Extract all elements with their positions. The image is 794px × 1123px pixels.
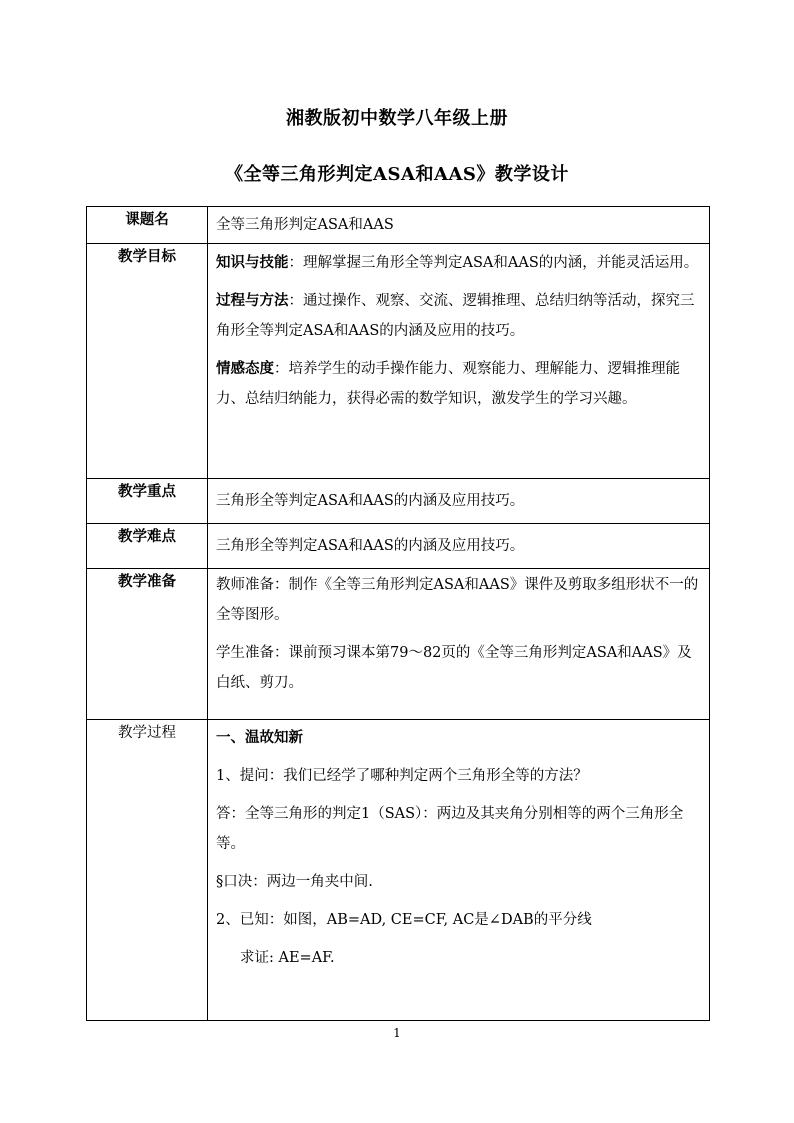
preparation-label: 教学准备	[87, 569, 208, 720]
process-cell	[208, 720, 710, 1021]
objectives-cell	[208, 244, 710, 479]
difficulties-text: 三角形全等判定ASA和AAS的内涵及应用技巧。	[216, 538, 525, 554]
table-row-difficulties	[87, 524, 710, 569]
student-preparation: 学生准备：课前预习课本第79～82页的《全等三角形判定ASA和AAS》及白纸、剪刀。	[216, 645, 692, 691]
knowledge-text: ：理解掌握三角形全等判定ASA和AAS的内涵，并能灵活运用。	[288, 255, 699, 271]
topic-value	[208, 207, 710, 244]
process-question-1: 1、提问：我们已经学了哪种判定两个三角形全等的方法？	[216, 768, 588, 784]
table-row-topic	[87, 207, 710, 244]
difficulties-label: 教学难点	[87, 524, 208, 569]
lesson-plan-table	[86, 206, 710, 1021]
difficulties-cell	[208, 524, 710, 569]
teacher-preparation: 教师准备：制作《全等三角形判定ASA和AAS》课件及剪取多组形状不一的全等图形。	[216, 577, 699, 623]
key-points-label: 教学重点	[87, 479, 208, 524]
attitude-heading: 情感态度	[216, 360, 274, 377]
objective-knowledge	[216, 248, 703, 278]
process-question-2: 2、已知：如图，AB=AD, CE=CF, AC是∠DAB的平分线	[216, 912, 592, 928]
objective-attitude	[216, 354, 703, 414]
objective-process	[216, 286, 703, 346]
key-points-cell	[208, 479, 710, 524]
process-answer-1: 答：全等三角形的判定1（SAS）：两边及其夹角分别相等的两个三角形全等。	[216, 806, 684, 852]
preparation-cell	[208, 569, 710, 720]
page-number: 1	[393, 1026, 401, 1040]
document-title-line2: 《全等三角形判定ASA和AAS》教学设计	[225, 164, 569, 185]
process-text: ：通过操作、观察、交流、逻辑推理、总结归纳等活动，探究三角形全等判定ASA和AAS的内涵及应用的技巧。	[216, 293, 695, 339]
topic-text: 全等三角形判定ASA和AAS	[216, 217, 394, 233]
knowledge-heading: 知识与技能	[216, 254, 289, 271]
attitude-text: ：培养学生的动手操作能力、观察能力、理解能力、逻辑推理能力、总结归纳能力，获得必需的数学知识，激发学生的学习兴趣。	[216, 361, 680, 407]
process-heading: 过程与方法	[216, 292, 289, 309]
topic-label: 课题名	[87, 207, 208, 244]
table-row-key-points	[87, 479, 710, 524]
process-label: 教学过程	[87, 720, 208, 1021]
key-points-text: 三角形全等判定ASA和AAS的内涵及应用技巧。	[216, 493, 525, 509]
process-mnemonic: §口决：两边一角夹中间.	[216, 874, 373, 890]
process-section-title: 一、温故知新	[216, 729, 303, 746]
document-title-line1: 湘教版初中数学八年级上册	[286, 108, 508, 129]
table-row-process	[87, 720, 710, 1021]
objectives-label: 教学目标	[87, 244, 208, 479]
process-proof: 求证: AE=AF.	[240, 950, 335, 966]
table-row-objectives	[87, 244, 710, 479]
table-row-preparation	[87, 569, 710, 720]
